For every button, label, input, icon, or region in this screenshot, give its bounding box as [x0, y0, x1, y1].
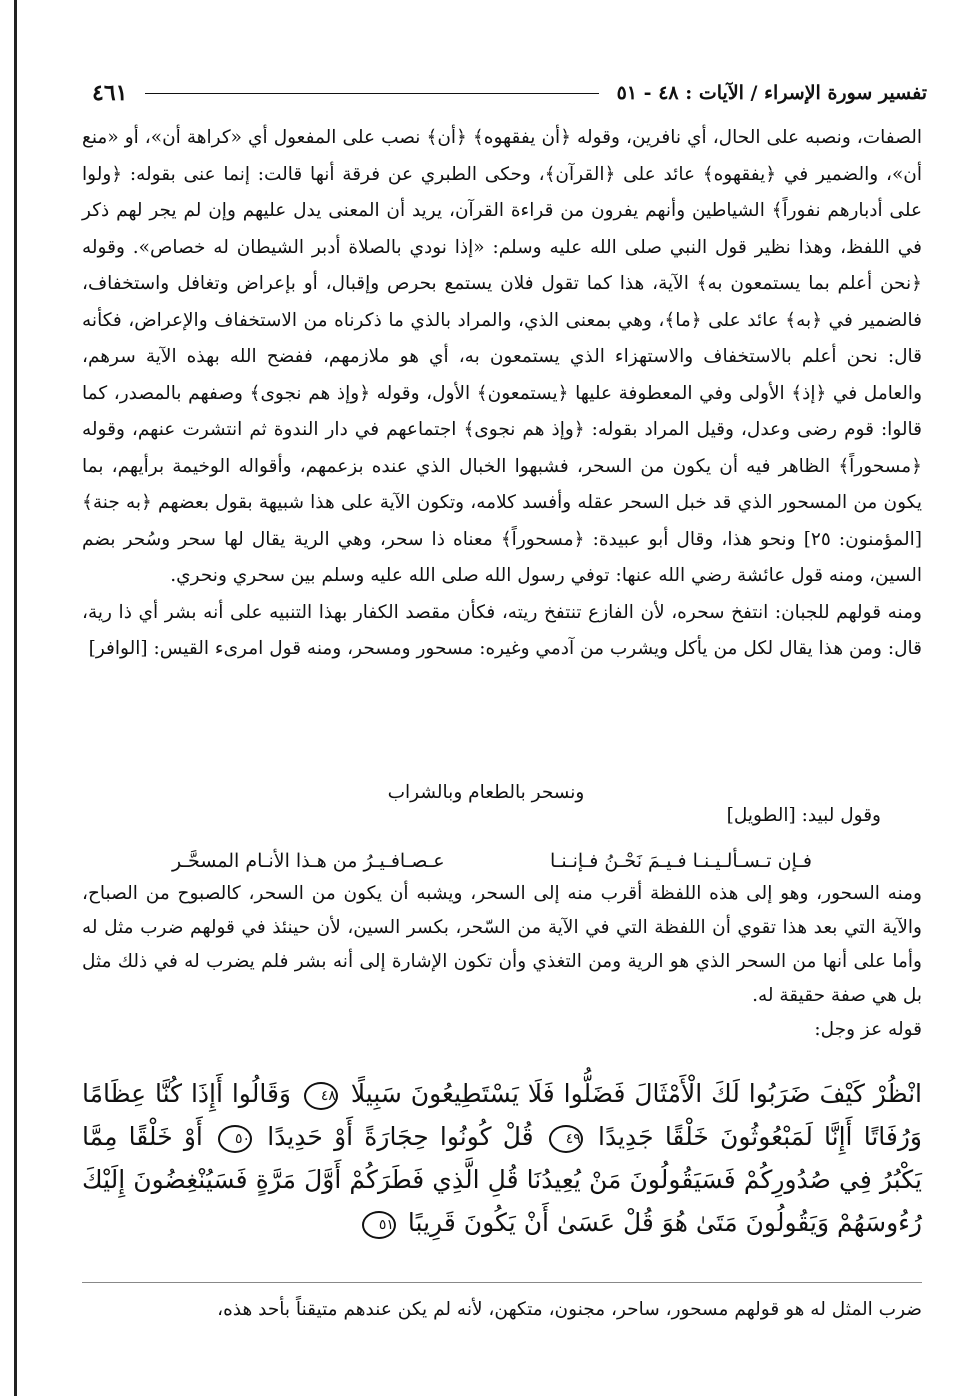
quran-text	[82, 1072, 922, 1244]
commentary-paragraph: ومنه قولهم للجبان: انتفخ سحره، لأن الفازع تنتفخ ريته، فكأن مقصد الكفار بهذا التنبيه على أنه بشر أي ذا رية، قال: ومن هذا يقال لكل من يأكل ويشرب من آدمي وغيره: مسحور ومسحر، ومنه قول امرىء القيس: [الوافر]	[82, 601, 922, 659]
poetry-verse-imru-al-qais: ونسحر بالطعام وبالشراب	[387, 782, 585, 803]
header-rule	[145, 93, 598, 94]
page-header	[92, 78, 927, 108]
footnote-text: ضرب المثل له هو قولهم مسحور، ساحر، مجنون، متكهن، لأنه لم يكن عندهم متيقناً بأحد هذه،	[217, 1299, 922, 1320]
page-number: ٤٦١	[92, 80, 128, 106]
commentary-body	[82, 120, 922, 668]
quran-segment: أَوْ خَلْقًا مِمَّا يَكْبُرُ فِي صُدُورِكُمْ فَسَيَقُولُونَ مَنْ يُعِيدُنَا قُلِ الَّذِي فَطَرَكُمْ أَوَّلَ مَرَّةٍ فَسَيُنْغِضُونَ إِلَيْكَ رُءُوسَهُمْ وَيَقُولُونَ مَتَىٰ هُوَ قُلْ عَسَىٰ أَنْ يَكُونَ قَرِيبًا	[82, 1122, 922, 1237]
quran-segment: قُلْ كُونُوا حِجَارَةً أَوْ حَدِيدًا	[267, 1122, 534, 1151]
footnote-rule	[82, 1282, 922, 1283]
ayah-number-marker: ٥١	[362, 1211, 396, 1239]
verse-intro: قوله عز وجل:	[814, 1019, 922, 1040]
ayah-number-marker: ٤٩	[549, 1125, 583, 1153]
running-title: تفسير سورة الإسراء / الآيات : ٤٨ - ٥١	[616, 82, 927, 104]
quran-segment: وَقَالُوا أَإِذَا كُنَّا عِظَامًا وَرُفَاتًا أَإِنَّا لَمَبْعُوثُونَ خَلْقًا جَدِيدًا	[82, 1079, 922, 1151]
verse-first-hemistich: فـإن تـسـألـيـنـا فـيـمَ نَحْـنُ فـإنـنـا	[549, 850, 812, 872]
ayah-number-marker: ٤٨	[304, 1082, 338, 1110]
quran-segment: انْظُرْ كَيْفَ ضَرَبُوا لَكَ الْأَمْثَالَ فَضَلُّوا فَلَا يَسْتَطِيعُونَ سَبِيلًا	[350, 1079, 923, 1108]
commentary-paragraph: ومنه السحور، وهو إلى هذه اللفظة أقرب منه إلى السحر، ويشبه أن يكون من السحر، كالصبوح من الصباح، والآية التي بعد هذا تقوي أن اللفظة التي في الآية من السّحر، بكسر السين، لأن حينئذ في قولهم ضرب مثل له وأما على أنها من السحر الذي هو الرية ومن التغذي وأن تكون الإشارة إلى أنه بشر فلم يضرب له في ذلك مثل بل هي صفة حقيقة له.	[82, 883, 922, 1006]
commentary-body-continued	[82, 877, 922, 1047]
poetry-label-labid: وقول لبيد: [الطويل]	[726, 805, 881, 826]
commentary-paragraph: الصفات، ونصبه على الحال، أي نافرين، وقوله ﴿أن يفقهوه﴾ ﴿أن﴾ نصب على المفعول أي «كراهة أن»، أو «منع أن»، والضمير في ﴿يفقهوه﴾ عائد على ﴿القرآن﴾، وحكى الطبري عن فرقة أنها قالت: إنما عنى بقوله: ﴿ولوا على أدبارهم نفوراً﴾ الشياطين وأنهم يفرون من قراءة القرآن، يريد أن المعنى يدل عليهم وإن لم يجر لهم ذكر في اللفظ، وهذا نظير قول النبي صلى الله عليه وسلم: «إذا نودي بالصلاة أدبر الشيطان له خصاص». وقوله ﴿نحن أعلم بما يستمعون به﴾ الآية، هذا كما تقول فلان يستمع بحرص وإقبال، أو بإعراض وتغافل واستخفاف، فالضمير في ﴿به﴾ عائد على ﴿ما﴾، وهي بمعنى الذي، والمراد بالذي ما ذكرناه من الاستخفاف والإعراض، فكأنه قال: نحن أعلم بالاستخفاف والاستهزاء الذي يستمعون به، أي هو ملازمهم، ففضح الله بهذه الآية سرهم، والعامل في ﴿إذ﴾ الأولى وفي المعطوفة عليها ﴿يستمعون﴾ الأول، وقوله ﴿وإذ هم نجوى﴾ وصفهم بالمصدر، كما قالوا: قوم رضى وعدل، وقيل المراد بقوله: ﴿وإذ هم نجوى﴾ اجتماعهم في دار الندوة ثم انتشرت عنهم، وقوله ﴿مسحوراً﴾ الظاهر فيه أن يكون من السحر، فشبهوا الخبال الذي عنده بزعمهم، وأقواله الوخيمة برأيهم، بما يكون من المسحور الذي قد خبل السحر عقله وأفسد كلامه، وتكون الآية على هذا شبيهة بقول بعضهم ﴿به جنة﴾ [المؤمنون: ٢٥] ونحو هذا، وقال أبو عبيدة: ﴿مسحوراً﴾ معناه ذا سحر، وهي الرية يقال لها سحر وسُحر بضم السين، ومنه قول عائشة رضي الله عنها: توفي رسول الله صلى الله عليه وسلم بين سحري ونحري.	[82, 127, 922, 586]
page-edge-rule	[14, 0, 17, 1396]
verse-second-hemistich: عـصـافـيـرُ من هـذا الأنـام المسحَّـر	[172, 850, 445, 872]
poetry-verse-labid	[172, 845, 812, 877]
ayah-number-marker: ٥٠	[218, 1125, 252, 1153]
quran-passage	[82, 1072, 922, 1244]
